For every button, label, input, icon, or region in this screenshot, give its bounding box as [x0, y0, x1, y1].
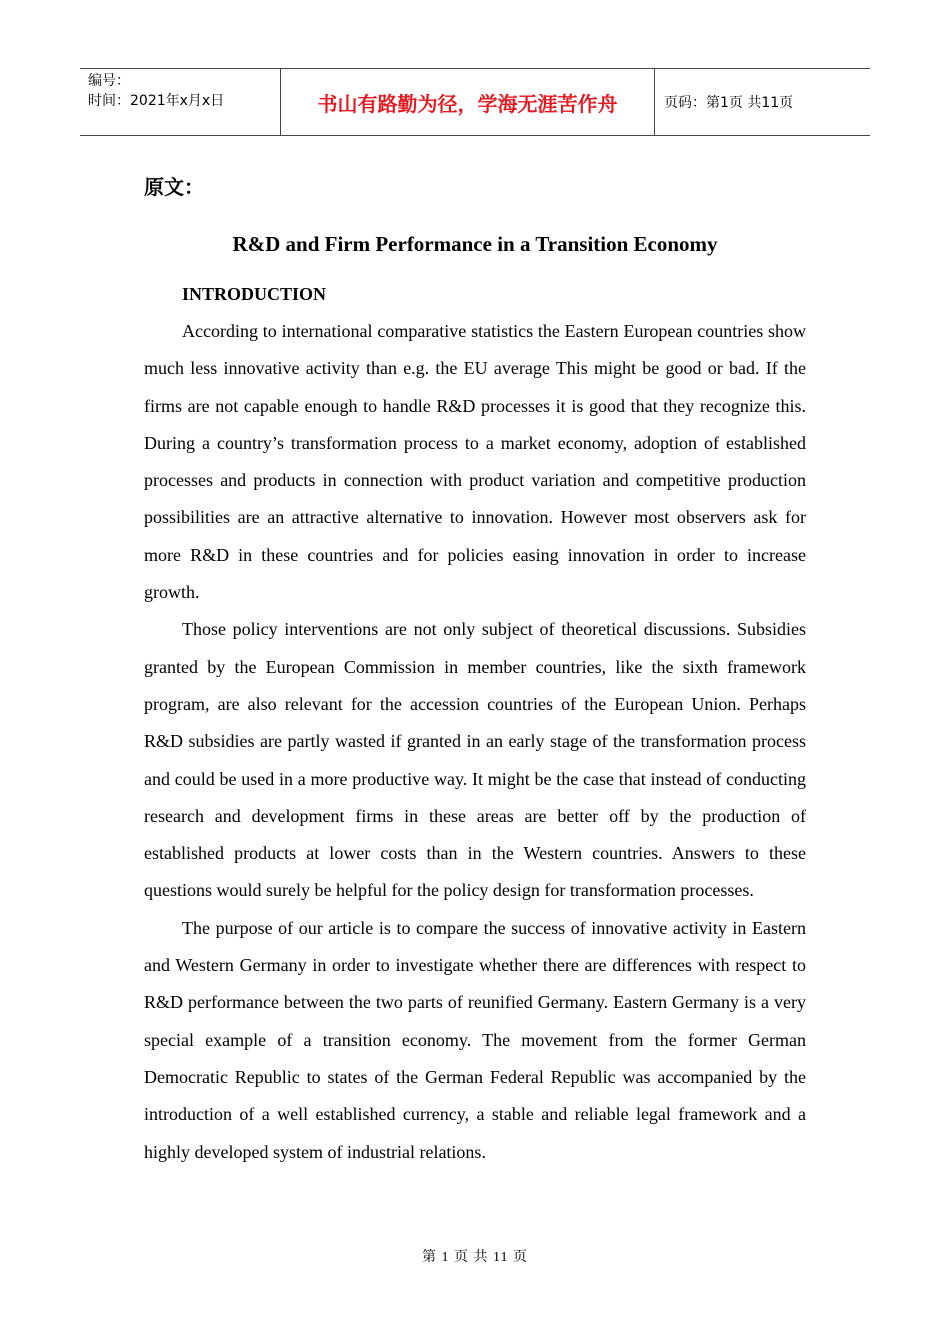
- original-text-label: 原文：: [144, 175, 204, 199]
- section-heading: INTRODUCTION: [182, 284, 327, 304]
- paragraph: According to international comparative statistics the Eastern European countries show much less innovative activity than e.g. the EU average This might be good or bad. If the firms are not capable enough to handle R&D processes it is good that they recognize this. During a country’s transformation process to a market economy, adoption of established processes and products in connection with product variation and competitive production possibilities are an attractive alternative to innovation. However most observers ask for more R&D in these countries and for policies easing innovation in order to increase growth.: [144, 321, 806, 603]
- number-label: 编号：: [88, 73, 130, 89]
- article-body: [144, 313, 806, 1171]
- paragraph: The purpose of our article is to compare the success of innovative activity in Eastern and Western Germany in order to investigate whether there are differences with respect to R&D performance between the two parts of reunified Germany. Eastern Germany is a very special example of a transition economy. The movement from the former German Democratic Republic to states of the German Federal Republic was accompanied by the introduction of a well established currency, a stable and reliable legal framework and a highly developed system of industrial relations.: [144, 917, 806, 1162]
- page-footer: 第 1 页 共 11 页: [422, 1250, 528, 1265]
- header-meta: [88, 71, 280, 111]
- article-title: R&D and Firm Performance in a Transition Economy: [232, 232, 718, 256]
- header-page-info: 页码：第1页 共11页: [664, 95, 794, 111]
- date-label: 时间：2021年x月x日: [88, 93, 225, 109]
- page-header: [80, 68, 870, 136]
- header-motto: 书山有路勤为径，学海无涯苦作舟: [317, 91, 618, 116]
- paragraph: Those policy interventions are not only subject of theoretical discussions. Subsidies granted by the European Commission in member countries, like the sixth framework program, are also relevant for the accession countries of the European Union. Perhaps R&D subsidies are partly wasted if granted in an early stage of the transformation process and could be used in a more productive way. It might be the case that instead of conducting research and development firms in these areas are better off by the production of established products at lower costs than in the Western countries. Answers to these questions would surely be helpful for the policy design for transformation processes.: [144, 619, 806, 901]
- header-divider: [654, 69, 655, 135]
